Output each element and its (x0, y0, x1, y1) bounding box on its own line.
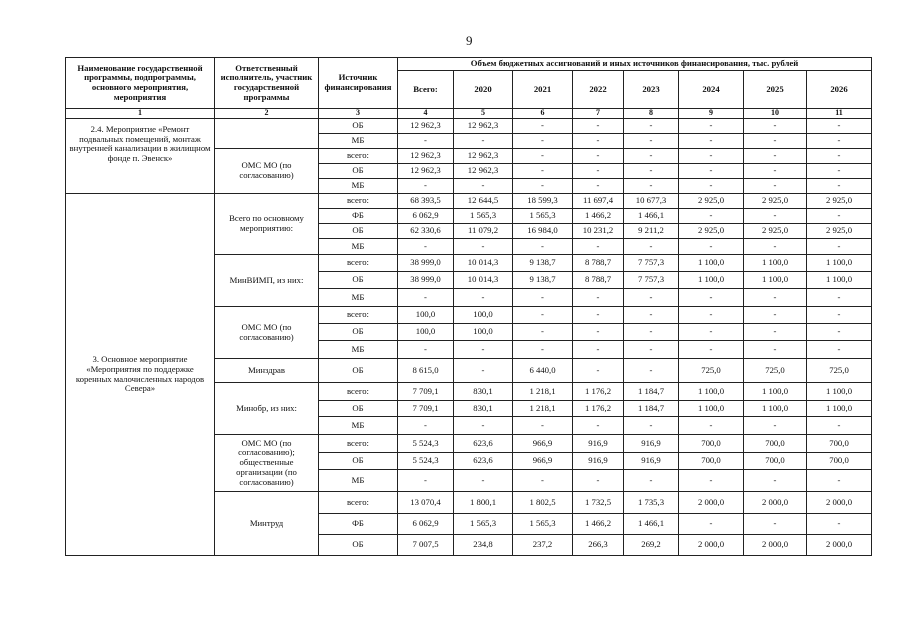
budget-table (65, 57, 872, 556)
amount-cell: 38 999,0 (398, 272, 454, 289)
source-cell: всего: (319, 383, 398, 401)
amount-cell: 7 709,1 (398, 401, 454, 417)
executor-cell: МинВИМП, из них: (215, 255, 319, 307)
amount-cell: 2 000,0 (679, 535, 744, 556)
amount-cell: - (744, 341, 807, 359)
amount-cell: 10 014,3 (454, 272, 513, 289)
amount-cell: - (624, 164, 679, 179)
amount-cell: - (454, 470, 513, 492)
source-cell: всего: (319, 194, 398, 209)
header-name: Наименование государственной программы, подпрограммы, основного мероприятия, мероприятия (66, 58, 215, 109)
amount-cell: - (624, 239, 679, 255)
amount-cell: 12 644,5 (454, 194, 513, 209)
amount-cell: - (624, 307, 679, 324)
amount-cell: 1 565,3 (454, 209, 513, 224)
amount-cell: - (573, 470, 624, 492)
header-year: 2021 (513, 71, 573, 109)
amount-cell: - (807, 179, 872, 194)
amount-cell: - (807, 341, 872, 359)
amount-cell: - (679, 307, 744, 324)
amount-cell: - (624, 179, 679, 194)
header-year: 2026 (807, 71, 872, 109)
amount-cell: - (398, 179, 454, 194)
amount-cell: 1 565,3 (454, 514, 513, 535)
amount-cell: 8 788,7 (573, 255, 624, 272)
amount-cell: 62 330,6 (398, 224, 454, 239)
amount-cell: 100,0 (454, 324, 513, 341)
amount-cell: 1 218,1 (513, 401, 573, 417)
source-cell: МБ (319, 179, 398, 194)
amount-cell: 1 100,0 (679, 401, 744, 417)
column-number: 2 (215, 109, 319, 119)
amount-cell: 1 802,5 (513, 492, 573, 514)
amount-cell: 5 524,3 (398, 435, 454, 453)
amount-cell: 1 466,1 (624, 514, 679, 535)
amount-cell: 8 788,7 (573, 272, 624, 289)
amount-cell: - (624, 341, 679, 359)
amount-cell: 2 000,0 (744, 492, 807, 514)
amount-cell: 100,0 (398, 324, 454, 341)
amount-cell: - (454, 239, 513, 255)
amount-cell: 623,6 (454, 453, 513, 470)
amount-cell: - (573, 239, 624, 255)
amount-cell: 725,0 (679, 359, 744, 383)
column-number: 4 (398, 109, 454, 119)
amount-cell: - (744, 417, 807, 435)
amount-cell: 1 466,2 (573, 209, 624, 224)
amount-cell: - (744, 119, 807, 134)
amount-cell: 2 925,0 (679, 194, 744, 209)
source-cell: всего: (319, 307, 398, 324)
amount-cell: 916,9 (573, 453, 624, 470)
amount-cell: 2 925,0 (807, 224, 872, 239)
amount-cell: - (573, 359, 624, 383)
amount-cell: 1 466,2 (573, 514, 624, 535)
header-year: 2023 (624, 71, 679, 109)
amount-cell: - (679, 324, 744, 341)
source-cell: МБ (319, 470, 398, 492)
amount-cell: 2 925,0 (807, 194, 872, 209)
amount-cell: 12 962,3 (398, 149, 454, 164)
amount-cell: 1 565,3 (513, 514, 573, 535)
amount-cell: - (679, 417, 744, 435)
amount-cell: - (454, 417, 513, 435)
amount-cell: 2 000,0 (807, 535, 872, 556)
source-cell: всего: (319, 149, 398, 164)
amount-cell: - (679, 149, 744, 164)
amount-cell: - (679, 289, 744, 307)
amount-cell: 9 138,7 (513, 272, 573, 289)
amount-cell: 1 218,1 (513, 383, 573, 401)
amount-cell: - (624, 289, 679, 307)
amount-cell: - (398, 341, 454, 359)
column-number: 3 (319, 109, 398, 119)
source-cell: ОБ (319, 324, 398, 341)
amount-cell: - (744, 164, 807, 179)
column-number: 8 (624, 109, 679, 119)
column-number: 10 (744, 109, 807, 119)
amount-cell: - (513, 341, 573, 359)
source-cell: ФБ (319, 514, 398, 535)
amount-cell: - (744, 470, 807, 492)
amount-cell: - (454, 179, 513, 194)
column-number: 9 (679, 109, 744, 119)
amount-cell: 12 962,3 (398, 119, 454, 134)
amount-cell: 1 184,7 (624, 401, 679, 417)
amount-cell: 1 100,0 (744, 255, 807, 272)
amount-cell: - (513, 179, 573, 194)
amount-cell: - (744, 179, 807, 194)
amount-cell: - (807, 149, 872, 164)
amount-cell: 1 100,0 (679, 255, 744, 272)
amount-cell: 1 100,0 (679, 272, 744, 289)
amount-cell: 7 757,3 (624, 272, 679, 289)
amount-cell: - (679, 119, 744, 134)
amount-cell: - (679, 341, 744, 359)
amount-cell: 2 000,0 (807, 492, 872, 514)
amount-cell: - (513, 289, 573, 307)
column-number: 7 (573, 109, 624, 119)
source-cell: всего: (319, 255, 398, 272)
amount-cell: - (807, 134, 872, 149)
amount-cell: 6 062,9 (398, 514, 454, 535)
amount-cell: - (744, 514, 807, 535)
amount-cell: 12 962,3 (454, 164, 513, 179)
amount-cell: 700,0 (744, 453, 807, 470)
source-cell: МБ (319, 239, 398, 255)
header-year: 2020 (454, 71, 513, 109)
amount-cell: 830,1 (454, 383, 513, 401)
amount-cell: 9 138,7 (513, 255, 573, 272)
amount-cell: - (454, 341, 513, 359)
source-cell: всего: (319, 492, 398, 514)
amount-cell: 10 014,3 (454, 255, 513, 272)
amount-cell: - (573, 164, 624, 179)
amount-cell: 2 000,0 (679, 492, 744, 514)
amount-cell: 623,6 (454, 435, 513, 453)
amount-cell: - (624, 359, 679, 383)
amount-cell: 1 466,1 (624, 209, 679, 224)
table-row (66, 194, 872, 209)
amount-cell: 1 100,0 (744, 401, 807, 417)
amount-cell: 966,9 (513, 435, 573, 453)
amount-cell: - (573, 341, 624, 359)
amount-cell: - (513, 164, 573, 179)
executor-cell: ОМС МО (по согласованию) (215, 307, 319, 359)
amount-cell: 2 925,0 (679, 224, 744, 239)
source-cell: ОБ (319, 224, 398, 239)
amount-cell: 700,0 (744, 435, 807, 453)
amount-cell: 237,2 (513, 535, 573, 556)
amount-cell: 1 100,0 (807, 272, 872, 289)
amount-cell: - (679, 470, 744, 492)
amount-cell: - (679, 239, 744, 255)
amount-cell: - (454, 289, 513, 307)
amount-cell: 725,0 (744, 359, 807, 383)
source-cell: МБ (319, 341, 398, 359)
amount-cell: - (624, 470, 679, 492)
amount-cell: 100,0 (398, 307, 454, 324)
amount-cell: 916,9 (624, 435, 679, 453)
source-cell: ОБ (319, 164, 398, 179)
amount-cell: - (624, 417, 679, 435)
amount-cell: - (807, 119, 872, 134)
amount-cell: 1 100,0 (807, 401, 872, 417)
amount-cell: - (513, 149, 573, 164)
amount-cell: - (807, 514, 872, 535)
amount-cell: 1 100,0 (807, 383, 872, 401)
amount-cell: - (513, 324, 573, 341)
amount-cell: - (573, 179, 624, 194)
amount-cell: 6 440,0 (513, 359, 573, 383)
amount-cell: 7 007,5 (398, 535, 454, 556)
amount-cell: 1 732,5 (573, 492, 624, 514)
amount-cell: - (807, 239, 872, 255)
amount-cell: 10 231,2 (573, 224, 624, 239)
amount-cell: 1 176,2 (573, 401, 624, 417)
amount-cell: - (624, 149, 679, 164)
amount-cell: 269,2 (624, 535, 679, 556)
amount-cell: - (573, 307, 624, 324)
header-executor: Ответственный исполнитель, участник государственной программы (215, 58, 319, 109)
header-year: Всего: (398, 71, 454, 109)
executor-cell: Минобр, из них: (215, 383, 319, 435)
amount-cell: - (679, 514, 744, 535)
amount-cell: 1 735,3 (624, 492, 679, 514)
amount-cell: 5 524,3 (398, 453, 454, 470)
amount-cell: 700,0 (807, 435, 872, 453)
amount-cell: - (679, 179, 744, 194)
header-year: 2024 (679, 71, 744, 109)
amount-cell: 6 062,9 (398, 209, 454, 224)
amount-cell: - (624, 324, 679, 341)
amount-cell: - (807, 209, 872, 224)
amount-cell: - (744, 134, 807, 149)
amount-cell: 9 211,2 (624, 224, 679, 239)
amount-cell: - (398, 470, 454, 492)
source-cell: ОБ (319, 272, 398, 289)
amount-cell: 966,9 (513, 453, 573, 470)
source-cell: ОБ (319, 535, 398, 556)
amount-cell: - (807, 470, 872, 492)
source-cell: ОБ (319, 401, 398, 417)
amount-cell: 1 100,0 (744, 272, 807, 289)
executor-cell: Минздрав (215, 359, 319, 383)
amount-cell: - (573, 289, 624, 307)
amount-cell: 18 599,3 (513, 194, 573, 209)
amount-cell: - (513, 119, 573, 134)
executor-cell (215, 119, 319, 149)
amount-cell: 11 697,4 (573, 194, 624, 209)
amount-cell: 830,1 (454, 401, 513, 417)
amount-cell: - (398, 134, 454, 149)
amount-cell: 700,0 (679, 435, 744, 453)
executor-cell: ОМС МО (по согласованию) (215, 149, 319, 194)
header-year: 2025 (744, 71, 807, 109)
source-cell: ОБ (319, 453, 398, 470)
amount-cell: 16 984,0 (513, 224, 573, 239)
amount-cell: - (398, 417, 454, 435)
amount-cell: - (744, 289, 807, 307)
amount-cell: 1 100,0 (744, 383, 807, 401)
amount-cell: - (624, 134, 679, 149)
amount-cell: - (807, 164, 872, 179)
amount-cell: - (398, 239, 454, 255)
amount-cell: 10 677,3 (624, 194, 679, 209)
amount-cell: - (573, 134, 624, 149)
amount-cell: - (807, 417, 872, 435)
amount-cell: - (807, 289, 872, 307)
amount-cell: 1 800,1 (454, 492, 513, 514)
header-year: 2022 (573, 71, 624, 109)
column-number: 1 (66, 109, 215, 119)
amount-cell: - (624, 119, 679, 134)
amount-cell: 11 079,2 (454, 224, 513, 239)
source-cell: МБ (319, 134, 398, 149)
measure-name: 2.4. Мероприятие «Ремонт подвальных помещений, монтаж внутренней канализации в жилищном фонде п. Эвенск» (66, 119, 215, 194)
amount-cell: - (573, 149, 624, 164)
amount-cell: 266,3 (573, 535, 624, 556)
amount-cell: 13 070,4 (398, 492, 454, 514)
amount-cell: - (807, 307, 872, 324)
executor-cell: ОМС МО (по согласованию); общественные организации (по согласованию) (215, 435, 319, 492)
table-row (66, 119, 872, 134)
amount-cell: 725,0 (807, 359, 872, 383)
amount-cell: 12 962,3 (398, 164, 454, 179)
amount-cell: 100,0 (454, 307, 513, 324)
amount-cell: 700,0 (807, 453, 872, 470)
amount-cell: - (513, 239, 573, 255)
header-source: Источник финансирования (319, 58, 398, 109)
amount-cell: - (679, 209, 744, 224)
amount-cell: - (513, 134, 573, 149)
amount-cell: - (398, 289, 454, 307)
amount-cell: - (744, 209, 807, 224)
amount-cell: 38 999,0 (398, 255, 454, 272)
amount-cell: - (573, 324, 624, 341)
amount-cell: 68 393,5 (398, 194, 454, 209)
column-number: 6 (513, 109, 573, 119)
source-cell: ОБ (319, 359, 398, 383)
amount-cell: 234,8 (454, 535, 513, 556)
amount-cell: 12 962,3 (454, 149, 513, 164)
amount-cell: - (454, 134, 513, 149)
amount-cell: - (679, 134, 744, 149)
amount-cell: 1 100,0 (807, 255, 872, 272)
amount-cell: - (679, 164, 744, 179)
amount-cell: 8 615,0 (398, 359, 454, 383)
amount-cell: - (573, 417, 624, 435)
amount-cell: 1 184,7 (624, 383, 679, 401)
amount-cell: 7 709,1 (398, 383, 454, 401)
amount-cell: 700,0 (679, 453, 744, 470)
amount-cell: 2 000,0 (744, 535, 807, 556)
executor-cell: Минтруд (215, 492, 319, 556)
amount-cell: 1 565,3 (513, 209, 573, 224)
source-cell: всего: (319, 435, 398, 453)
amount-cell: - (513, 307, 573, 324)
measure-name: 3. Основное мероприятие «Мероприятия по поддержке коренных малочисленных народов Севера» (66, 194, 215, 556)
page-number: 9 (466, 33, 473, 48)
amount-cell: 2 925,0 (744, 194, 807, 209)
source-cell: МБ (319, 417, 398, 435)
header-volume: Объем бюджетных ассигнований и иных источников финансирования, тыс. рублей (398, 58, 872, 71)
amount-cell: - (573, 119, 624, 134)
amount-cell: - (744, 149, 807, 164)
amount-cell: - (744, 324, 807, 341)
column-number: 5 (454, 109, 513, 119)
amount-cell: - (454, 359, 513, 383)
amount-cell: - (513, 470, 573, 492)
amount-cell: 1 176,2 (573, 383, 624, 401)
executor-cell: Всего по основному мероприятию: (215, 194, 319, 255)
amount-cell: 1 100,0 (679, 383, 744, 401)
source-cell: ОБ (319, 119, 398, 134)
column-number: 11 (807, 109, 872, 119)
amount-cell: 916,9 (624, 453, 679, 470)
source-cell: ФБ (319, 209, 398, 224)
amount-cell: - (513, 417, 573, 435)
amount-cell: 7 757,3 (624, 255, 679, 272)
amount-cell: - (744, 239, 807, 255)
source-cell: МБ (319, 289, 398, 307)
amount-cell: 2 925,0 (744, 224, 807, 239)
amount-cell: - (807, 324, 872, 341)
amount-cell: - (744, 307, 807, 324)
amount-cell: 916,9 (573, 435, 624, 453)
amount-cell: 12 962,3 (454, 119, 513, 134)
